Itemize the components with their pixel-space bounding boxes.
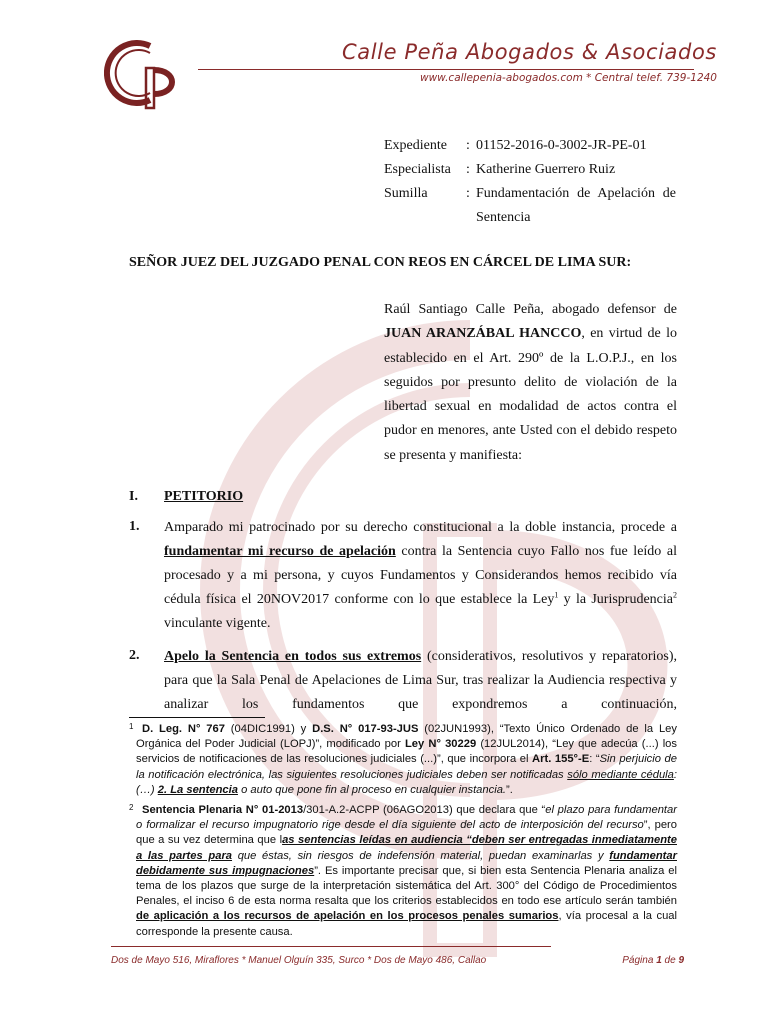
- fn-text: ”. Es importante precisar que, si bien esta Sentencia Plenaria analiza el tema de los plazos que surge de la interpretación sistemática del Art. 300° del Código de Procedimientos Penales, el inciso 6 de esta norma resalta que los criterios establecidos en todo ese artículo serán también: [136, 864, 677, 908]
- page-total: 9: [678, 955, 684, 966]
- fn-quote: o auto que pone fin al proceso en cualquier instancia.: [237, 783, 507, 796]
- fn-emphasis: de aplicación a los recursos de apelación en los procesos penales sumarios: [136, 910, 559, 923]
- item-2-paragraph: [164, 645, 677, 717]
- item-1-text: contra la Sentencia cuyo Fallo nos fue leído al procesado y a mi persona, y cuyos Fundamentos y Considerandos hemos recibido vía cédula física el 20NOV2017 conforme con lo que establece la Ley: [164, 544, 677, 607]
- fn-text: , vía procesal a la cual corresponde la presente causa.: [136, 910, 677, 938]
- firm-name: Calle Peña Abogados & Asociados: [342, 40, 717, 64]
- item-2-text: (considerativos, resolutivos y reparatorios), para que la Sala Penal de Apelaciones de Lima Sur, tras realizar la Audiencia respectiva y analizar los fundamentos que expondremos a continuación,: [164, 649, 677, 712]
- footnote-ref-2[interactable]: 2: [673, 590, 677, 600]
- footnote-2-number: 2: [129, 803, 134, 812]
- law-ref: D. Leg. N° 767: [142, 723, 225, 735]
- page-indicator: [560, 955, 684, 966]
- header-rule: [198, 69, 694, 70]
- fn-text: ”, pero que a su vez determina que l: [136, 819, 677, 847]
- page-word: Página: [622, 955, 654, 966]
- fn-quote: as sentencias leídas en audiencia “deben ser entregadas inmediatamente a las partes para: [136, 834, 677, 862]
- fn-text: : “: [589, 753, 600, 766]
- fn-quote: sólo mediante cédula: [567, 768, 674, 781]
- fn-text: ”.: [506, 783, 513, 796]
- contact-line: www.callepenia-abogados.com * Central telef. 739-1240: [420, 72, 717, 84]
- fn-text: /301-A.2-ACPP (06AGO2013) que declara que “: [303, 804, 546, 816]
- fn-text: (12JUL2014), “Ley que adecúa (...) los servicios de notificaciones de las resoluciones judiciales (...)”, que incorpora el: [136, 738, 677, 766]
- of-word: de: [664, 955, 676, 966]
- law-ref: Ley N° 30229: [404, 738, 477, 751]
- footer-rule: [111, 946, 551, 947]
- item-number: 2.: [129, 648, 140, 663]
- fn-text: (02JUN1993), “Texto Único Ordenado de la Ley Orgánica del Poder Judicial (LOPJ)”, modificado por: [136, 723, 677, 751]
- fn-quote: el plazo para fundamentar o formalizar el recurso impugnatorio rige desde el día siguiente del acto de interposición del recurso: [136, 804, 677, 832]
- law-ref: Sentencia Plenaria N° 01-2013: [142, 804, 304, 816]
- intro-paragraph: [384, 298, 677, 468]
- colon: :: [466, 162, 470, 177]
- client-name: JUAN ARANZÁBAL HANCCO: [384, 326, 582, 342]
- fn-quote: fundamentar debidamente sus impugnaciones: [136, 849, 677, 877]
- sumilla-value: Fundamentación de Apelación de Sentencia: [476, 186, 676, 225]
- item-1-text: vinculante vigente.: [164, 616, 271, 631]
- intro-text-1: Raúl Santiago Calle Peña, abogado defensor de: [384, 302, 677, 317]
- addressee: SEÑOR JUEZ DEL JUZGADO PENAL CON REOS EN CÁRCEL DE LIMA SUR:: [129, 255, 632, 270]
- item-1-emphasis: fundamentar mi recurso de apelación: [164, 544, 396, 559]
- item-number: 1.: [129, 519, 140, 534]
- footnote-1-number: 1: [129, 722, 134, 731]
- law-ref: D.S. N° 017-93-JUS: [312, 723, 419, 735]
- expediente-label: Expediente: [384, 138, 447, 153]
- footer-addresses: Dos de Mayo 516, Miraflores * Manuel Olguín 335, Surco * Dos de Mayo 486, Callao: [111, 955, 487, 966]
- page-number: 1: [656, 955, 662, 966]
- law-ref: Art. 155°-E: [532, 753, 590, 766]
- fn-text: (04DIC1991) y: [224, 723, 313, 735]
- fn-quote: : (…): [136, 768, 677, 796]
- item-1-text: y la Jurisprudencia: [558, 592, 673, 607]
- item-2-emphasis: Apelo la Sentencia en todos sus extremos: [164, 649, 422, 664]
- section-title: PETITORIO: [164, 489, 244, 504]
- fn-quote: Sin perjuicio de la notificación electrónica, las siguientes resoluciones judiciales deben ser notificadas: [136, 753, 677, 781]
- sumilla-label: Sumilla: [384, 186, 428, 201]
- item-1-paragraph: [164, 516, 677, 636]
- header: [0, 0, 768, 100]
- footnote-ref-1[interactable]: 1: [554, 590, 559, 600]
- item-1-text: Amparado mi patrocinado por su derecho constitucional a la doble instancia, procede a: [164, 520, 677, 535]
- especialista-label: Especialista: [384, 162, 451, 177]
- section-number: I.: [129, 489, 138, 504]
- fn-quote: 2. La sentencia: [157, 783, 238, 796]
- footnote-2: [136, 803, 677, 940]
- fn-quote: que éstas, sin riesgos de indefensión material, puedan examinarlas y: [232, 849, 610, 862]
- expediente-value: 01152-2016-0-3002-JR-PE-01: [476, 138, 647, 153]
- logo-icon: [104, 40, 192, 110]
- footnote-separator: [129, 717, 265, 718]
- colon: :: [466, 186, 470, 201]
- footnote-1: [136, 722, 677, 798]
- especialista-value: Katherine Guerrero Ruiz: [476, 162, 616, 177]
- colon: :: [466, 138, 470, 153]
- intro-text-2: , en virtud de lo establecido en el Art. 290º de la L.O.P.J., en los seguidos por presunto delito de violación de la libertad sexual en modalidad de actos contra el pudor en menores, ante Usted con el debido respeto se presenta y manifiesta:: [384, 326, 677, 463]
